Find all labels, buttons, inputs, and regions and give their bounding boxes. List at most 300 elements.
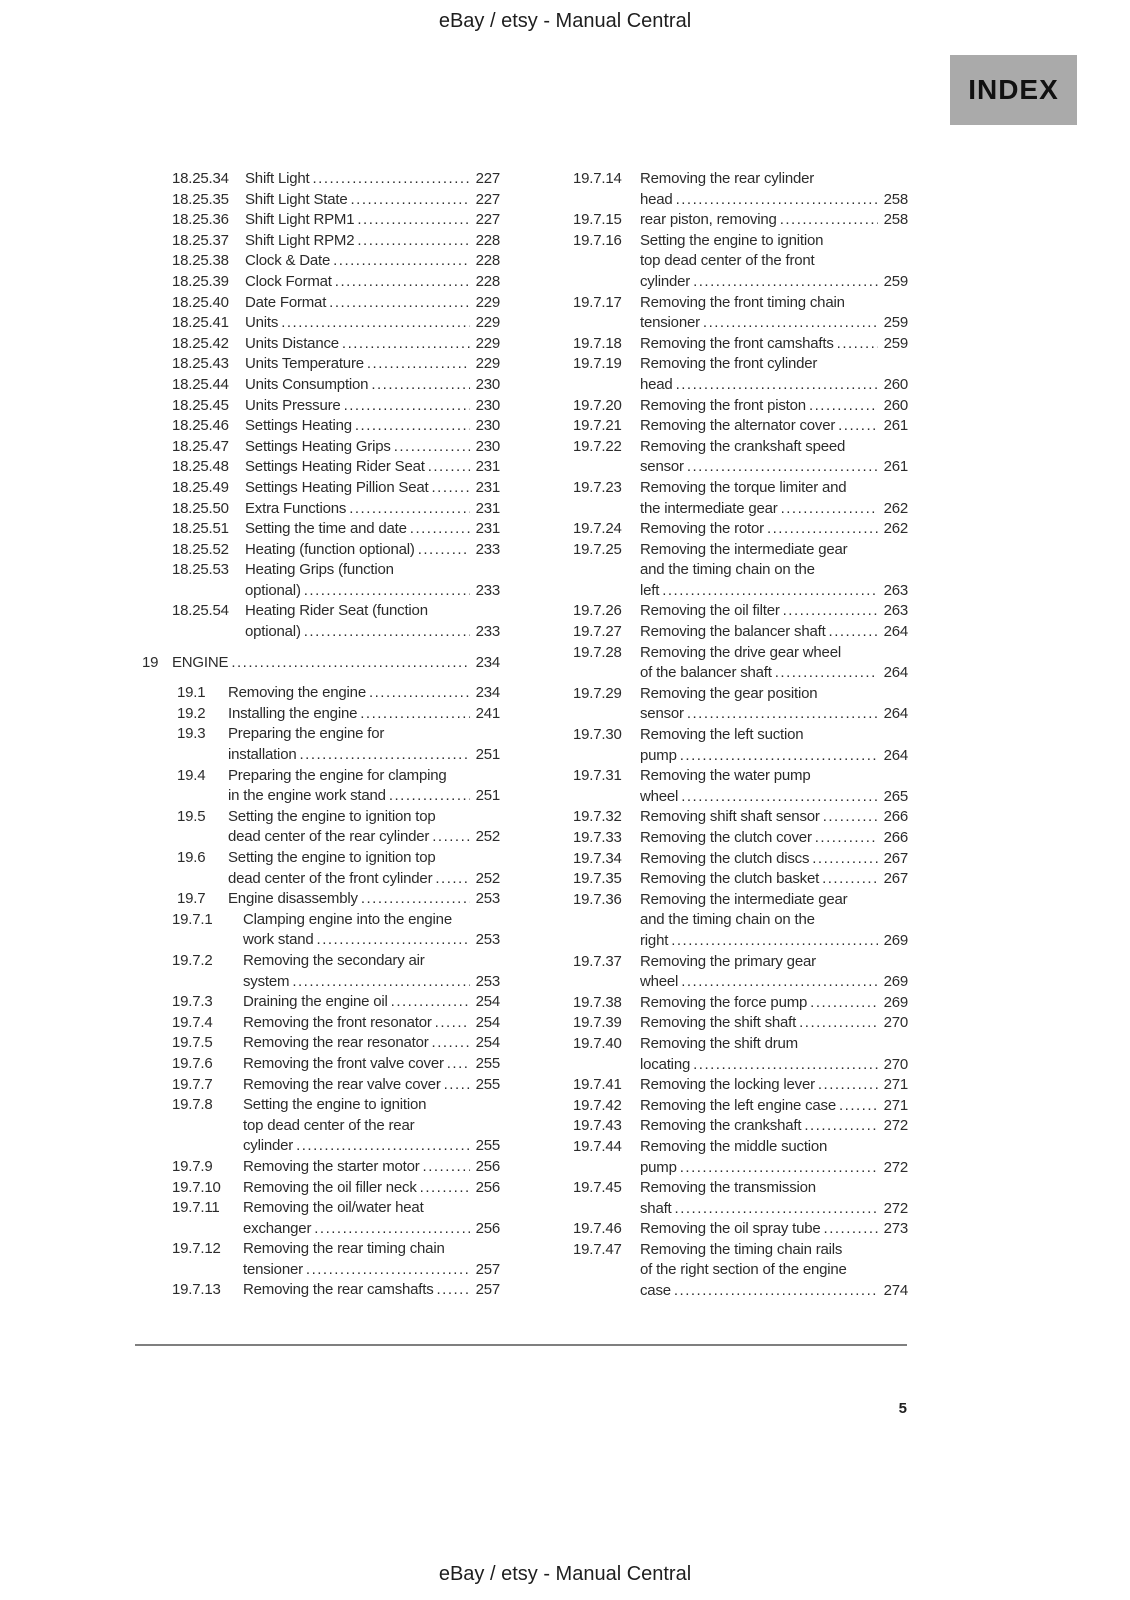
toc-entry-number: 19.7.36 [573, 890, 622, 908]
toc-entry-line: Removing the intermediate gear [640, 540, 848, 558]
toc-entry-last-line [640, 457, 908, 478]
toc-entry-line-text: Shift Light [245, 170, 310, 187]
toc-entry-page-number: 228 [475, 252, 500, 270]
toc-entry-last-line [243, 1178, 500, 1199]
toc-entry-line-text: dead center of the front cylinder [228, 869, 433, 887]
toc-entry [135, 499, 500, 520]
toc-entry-body [245, 437, 500, 458]
toc-entry-page-number: 261 [883, 417, 908, 435]
toc-entry [135, 704, 500, 725]
toc-entry-page-number: 253 [475, 890, 500, 908]
toc-entry-last-line [245, 457, 500, 478]
toc-entry-line-text: Clock & Date [245, 252, 331, 270]
toc-entry-body [640, 993, 908, 1014]
toc-entry-line-text: Heating (function optional) [245, 540, 415, 558]
toc-entry-line-text: tensioner [243, 1260, 303, 1278]
toc-entry-page-number: 234 [475, 684, 500, 702]
dot-leader [783, 601, 878, 622]
toc-entry-body [640, 1137, 908, 1178]
toc-entry-line-text: locating [640, 1055, 691, 1073]
dot-leader [296, 1136, 469, 1157]
toc-entry-body [228, 704, 500, 725]
toc-entry-last-line [245, 499, 500, 520]
toc-entry-number: 19.7.17 [573, 293, 622, 311]
toc-entry-line: and the timing chain on the [640, 911, 815, 929]
dot-leader [775, 663, 878, 684]
toc-entry-body [640, 354, 908, 395]
toc-entry-last-line [228, 869, 500, 890]
dot-leader [693, 272, 877, 293]
toc-entry-last-line [245, 437, 500, 458]
toc-entry-last-line [243, 1280, 500, 1301]
dot-leader [824, 1219, 878, 1240]
toc-entry-line-text: Settings Heating [245, 417, 352, 435]
toc-entry [135, 231, 500, 252]
toc-entry [135, 396, 500, 417]
toc-entry-last-line [245, 375, 500, 396]
toc-entry [135, 1075, 500, 1096]
toc-entry-number: 19.7.40 [573, 1034, 622, 1052]
toc-entry-number: 19.4 [177, 766, 206, 784]
toc-entry-number: 19.7.37 [573, 952, 622, 970]
toc-entry-number: 19.7.22 [573, 437, 622, 455]
toc-entry-line-text: Removing the oil spray tube [640, 1220, 821, 1238]
toc-entry-line-text: rear piston, removing [640, 211, 777, 229]
dot-leader [675, 1199, 878, 1220]
toc-entry-page-number: 267 [883, 849, 908, 867]
toc-entry-last-line [640, 272, 908, 293]
toc-entry-last-line [245, 293, 500, 314]
dot-leader [355, 416, 470, 437]
toc-entry-last-line [245, 334, 500, 355]
toc-entry [563, 890, 908, 952]
toc-entry-last-line [640, 622, 908, 643]
toc-entry-line-text: installation [228, 746, 297, 764]
toc-entry-line-text: head [640, 375, 673, 393]
toc-entry-line-text: Setting the time and date [245, 520, 407, 538]
toc-entry-page-number: 262 [883, 520, 908, 538]
dot-leader [812, 849, 877, 870]
toc-entry-page-number: 270 [883, 1014, 908, 1032]
footer-divider [135, 1344, 907, 1346]
toc-entry-number: 18.25.49 [172, 478, 229, 496]
toc-entry-line-text: sensor [640, 705, 684, 723]
toc-entry-number: 18.25.38 [172, 252, 229, 270]
toc-entry-line: Removing the primary gear [640, 952, 816, 970]
toc-entry-page-number: 255 [475, 1137, 500, 1155]
toc-entry-number: 19.7.42 [573, 1096, 622, 1114]
toc-entry [563, 601, 908, 622]
toc-entry-page-number: 256 [475, 1178, 500, 1196]
toc-entry-body [640, 684, 908, 725]
dot-leader [444, 1075, 470, 1096]
toc-entry-last-line [228, 786, 500, 807]
dot-leader [680, 1158, 878, 1179]
toc-entry-number: 19.7.46 [573, 1220, 622, 1238]
toc-entry-line-text: Removing shift shaft sensor [640, 808, 820, 826]
toc-entry-number: 19.7.16 [573, 231, 622, 249]
toc-entry-number: 18.25.45 [172, 396, 229, 414]
dot-leader [306, 1260, 470, 1281]
toc-entry [135, 1198, 500, 1239]
toc-entry-body [640, 601, 908, 622]
dot-leader [299, 745, 469, 766]
toc-entry-line-text: Removing the front valve cover [243, 1054, 444, 1072]
toc-entry-page-number: 269 [883, 993, 908, 1011]
toc-entry-body [245, 457, 500, 478]
toc-entry-last-line [640, 416, 908, 437]
toc-entry-number: 19.7.10 [172, 1178, 221, 1196]
toc-entry-number: 19.7.43 [573, 1117, 622, 1135]
toc-entry-last-line [243, 1219, 500, 1240]
toc-entry [563, 354, 908, 395]
toc-entry-line-text: Removing the locking lever [640, 1076, 815, 1094]
toc-entry-page-number: 255 [475, 1054, 500, 1072]
toc-entry [563, 622, 908, 643]
toc-entry-line-text: Removing the front piston [640, 396, 806, 414]
toc-entry [135, 724, 500, 765]
toc-entry-line: Removing the rear timing chain [243, 1240, 445, 1258]
dot-leader [822, 869, 877, 890]
toc-entry [135, 1280, 500, 1301]
dot-leader [304, 622, 470, 643]
toc-entry-last-line [640, 1055, 908, 1076]
toc-entry-line: Removing the shift drum [640, 1034, 798, 1052]
toc-entry-line-text: Removing the crankshaft [640, 1117, 802, 1135]
toc-entry-page-number: 254 [475, 1034, 500, 1052]
toc-entry-page-number: 252 [475, 869, 500, 887]
toc-entry [563, 519, 908, 540]
toc-entry-body [640, 622, 908, 643]
toc-entry-page-number: 233 [475, 540, 500, 558]
toc-entry-number: 18.25.34 [172, 170, 229, 187]
toc-entry-number: 18.25.52 [172, 540, 229, 558]
toc-entry-last-line [245, 622, 500, 643]
dot-leader [781, 499, 878, 520]
dot-leader [829, 622, 878, 643]
dot-leader [815, 828, 878, 849]
toc-entry-number: 19.7.1 [172, 910, 213, 928]
toc-entry-page-number: 256 [475, 1219, 500, 1237]
dot-leader [410, 519, 470, 540]
toc-entry-last-line [243, 1054, 500, 1075]
dot-leader [367, 354, 470, 375]
toc-entry-last-line [640, 1075, 908, 1096]
toc-entry-number: 18.25.37 [172, 231, 229, 249]
toc-entry-number: 19.7.4 [172, 1013, 213, 1031]
toc-entry-body [640, 725, 908, 766]
toc-entry-line: of the right section of the engine [640, 1261, 847, 1279]
toc-entry-body [245, 272, 500, 293]
toc-entry-page-number: 267 [883, 870, 908, 888]
toc-entry-body [640, 828, 908, 849]
toc-entry-number: 19.7.41 [573, 1076, 622, 1094]
toc-entry-page-number: 257 [475, 1260, 500, 1278]
toc-entry-line-text: Removing the rear resonator [243, 1034, 429, 1052]
toc-entry-last-line [640, 519, 908, 540]
toc-entry-line: Removing the intermediate gear [640, 890, 848, 908]
toc-entry-line: Setting the engine to ignition top [228, 849, 436, 866]
dot-leader [837, 334, 878, 355]
dot-leader [823, 807, 878, 828]
dot-leader [420, 1178, 470, 1199]
toc-entry [135, 1013, 500, 1034]
toc-entry-number: 19.7.20 [573, 396, 622, 414]
toc-entry [135, 354, 500, 375]
toc-entry-line-text: wheel [640, 787, 679, 805]
toc-entry-line-text: cylinder [243, 1137, 294, 1155]
dot-leader [687, 457, 878, 478]
toc-entry-page-number: 251 [475, 787, 500, 805]
toc-entry-line-text: Engine disassembly [228, 890, 358, 908]
page-number: 5 [898, 1400, 907, 1417]
toc-entry-number: 19.7.28 [573, 643, 622, 661]
toc-entry [135, 1239, 500, 1280]
toc-entry-page-number: 253 [475, 931, 500, 949]
dot-leader [693, 1055, 877, 1076]
dot-leader [329, 293, 469, 314]
toc-entry-last-line [245, 581, 500, 602]
toc-entry-body [640, 478, 908, 519]
toc-entry-body [245, 231, 500, 252]
toc-entry [135, 992, 500, 1013]
toc-entry-line: Heating Rider Seat (function [245, 602, 428, 620]
dot-leader [351, 190, 470, 211]
toc-entry-line-text: Removing the clutch basket [640, 870, 820, 888]
toc-entry-page-number: 269 [883, 973, 908, 991]
toc-entry-body [243, 1239, 500, 1280]
toc-entry-line-text: Removing the clutch cover [640, 829, 812, 846]
toc-entry-number: 19.7.44 [573, 1137, 622, 1155]
toc-entry-body [245, 560, 500, 601]
toc-entry-last-line [228, 827, 500, 848]
toc-entry [563, 416, 908, 437]
toc-entry-line: Removing the secondary air [243, 951, 425, 969]
dot-leader [687, 704, 878, 725]
dot-leader [809, 396, 878, 417]
dot-leader [671, 931, 877, 952]
toc-entry-body [228, 848, 500, 889]
toc-entry-last-line [245, 540, 500, 561]
toc-entry-number: 18.25.54 [172, 602, 229, 620]
dot-leader [431, 478, 469, 499]
toc-entry-line-text: Removing the shift shaft [640, 1014, 797, 1032]
toc-entry-last-line [640, 1096, 908, 1117]
toc-entry-body [640, 334, 908, 355]
toc-entry-last-line [640, 499, 908, 520]
dot-leader [361, 889, 470, 910]
toc-entry-page-number: 229 [475, 355, 500, 373]
toc-entry-page-number: 234 [475, 653, 500, 671]
toc-entry-body [640, 1013, 908, 1034]
toc-entry-body [640, 643, 908, 684]
toc-entry-body [640, 1075, 908, 1096]
toc-entry-body [640, 807, 908, 828]
toc-entry-line: top dead center of the front [640, 252, 815, 270]
toc-entry-page-number: 255 [475, 1075, 500, 1093]
toc-entry-line-text: Removing the force pump [640, 993, 808, 1011]
toc-entry-last-line [172, 653, 500, 674]
dot-leader [292, 972, 469, 993]
dot-leader [333, 251, 469, 272]
toc-entry [563, 210, 908, 231]
toc-entry-line-text: dead center of the rear cylinder [228, 828, 430, 846]
toc-entry-line-text: Extra Functions [245, 499, 347, 517]
toc-entry-last-line [640, 375, 908, 396]
toc-entry-last-line [245, 272, 500, 293]
toc-entry-number: 19.2 [177, 704, 206, 722]
toc-entry-last-line [245, 190, 500, 211]
toc-entry [135, 683, 500, 704]
toc-entry-number: 19 [142, 653, 159, 671]
toc-entry-last-line [640, 581, 908, 602]
toc-entry-last-line [640, 931, 908, 952]
toc-entry [563, 1116, 908, 1137]
toc-entry-body [640, 1034, 908, 1075]
toc-entry-page-number: 270 [883, 1055, 908, 1073]
toc-entry-line: Removing the water pump [640, 767, 811, 785]
toc-entry-page-number: 230 [475, 375, 500, 393]
toc-entry-page-number: 230 [475, 437, 500, 455]
toc-entry-line-text: ENGINE [172, 653, 229, 671]
toc-entry-body [640, 293, 908, 334]
toc-entry [563, 993, 908, 1014]
toc-entry-body [640, 1240, 908, 1302]
toc-entry-line: Removing the front cylinder [640, 355, 818, 373]
toc-entry-body [245, 293, 500, 314]
dot-leader [344, 396, 470, 417]
toc-entry-line-text: Settings Heating Pillion Seat [245, 478, 429, 496]
toc-entry-last-line [245, 251, 500, 272]
toc-entry [135, 251, 500, 272]
toc-entry-body [243, 951, 500, 992]
toc-entry-last-line [243, 930, 500, 951]
toc-entry-page-number: 257 [475, 1281, 500, 1299]
toc-entry [563, 1219, 908, 1240]
index-badge [950, 55, 1077, 125]
toc-entry-page-number: 231 [475, 458, 500, 476]
toc-entry-last-line [640, 313, 908, 334]
toc-entry [135, 1033, 500, 1054]
dot-leader [810, 993, 877, 1014]
toc-entry-number: 19.7.31 [573, 767, 622, 785]
toc-entry [135, 457, 500, 478]
toc-entry-line-text: Date Format [245, 293, 327, 311]
toc-entry [135, 334, 500, 355]
toc-entry-number: 18.25.43 [172, 355, 229, 373]
toc-entry [563, 828, 908, 849]
toc-entry-page-number: 230 [475, 396, 500, 414]
toc-entry-page-number: 228 [475, 231, 500, 249]
toc-entry-line-text: Units Distance [245, 334, 339, 352]
toc-entry-line: Removing the front timing chain [640, 293, 845, 311]
toc-entry-number: 19.1 [177, 684, 206, 702]
toc-entry [135, 437, 500, 458]
toc-entry [135, 951, 500, 992]
toc-entry-page-number: 254 [475, 1013, 500, 1031]
toc-entry-page-number: 263 [883, 602, 908, 620]
toc-entry [135, 540, 500, 561]
toc-entry-body [243, 1198, 500, 1239]
toc-entry-line: Removing the drive gear wheel [640, 643, 841, 661]
toc-entry-body [243, 1054, 500, 1075]
toc-entry [135, 889, 500, 910]
toc-entry-page-number: 233 [475, 581, 500, 599]
toc-entry-body [245, 478, 500, 499]
dot-leader [780, 210, 878, 231]
toc-entry [135, 1157, 500, 1178]
toc-entry-body [245, 251, 500, 272]
toc-entry-last-line [640, 746, 908, 767]
toc-entry [135, 807, 500, 848]
toc-entry-page-number: 227 [475, 211, 500, 229]
toc-entry-line-text: tensioner [640, 314, 700, 332]
toc-entry-body [640, 849, 908, 870]
toc-entry [135, 601, 500, 642]
toc-entry-page-number: 231 [475, 499, 500, 517]
dot-leader [423, 1157, 470, 1178]
toc-entry-number: 19.3 [177, 725, 206, 743]
toc-entry-number: 19.7.21 [573, 417, 622, 435]
toc-entry-body [245, 396, 500, 417]
toc-entry-body [243, 1157, 500, 1178]
toc-entry-number: 18.25.51 [172, 520, 229, 538]
dot-leader [839, 1096, 878, 1117]
toc-entry-body [640, 169, 908, 210]
footer-title: eBay / etsy - Manual Central [438, 1563, 692, 1585]
toc-entry-page-number: 231 [475, 520, 500, 538]
dot-leader [360, 704, 469, 725]
toc-entry-body [228, 724, 500, 765]
toc-entry-number: 19.7.14 [573, 170, 622, 187]
toc-entry-number: 19.7.34 [573, 849, 622, 867]
toc-entry-line-text: Removing the oil filter [640, 602, 780, 620]
toc-entry [563, 1178, 908, 1219]
toc-entry-line-text: system [243, 972, 290, 990]
toc-entry [135, 169, 500, 190]
toc-entry-body [640, 396, 908, 417]
toc-entry-line: top dead center of the rear [243, 1116, 415, 1134]
toc-entry-line: Clamping engine into the engine [243, 910, 452, 928]
toc-entry-page-number: 229 [475, 334, 500, 352]
toc-entry-last-line [245, 210, 500, 231]
toc-entry-number: 19.7.3 [172, 993, 213, 1011]
toc-entry-number: 18.25.53 [172, 561, 229, 579]
toc-entry [563, 725, 908, 766]
dot-leader [767, 519, 878, 540]
toc-entry-last-line [640, 190, 908, 211]
toc-entry-last-line [243, 1157, 500, 1178]
toc-entry-page-number: 265 [883, 787, 908, 805]
toc-entry-last-line [640, 663, 908, 684]
toc-entry-line: Removing the crankshaft speed [640, 437, 846, 455]
toc-entry [563, 231, 908, 293]
toc-entry [135, 313, 500, 334]
toc-entry [135, 375, 500, 396]
toc-entry-number: 19.7.32 [573, 808, 622, 826]
toc-entry-line: Removing the gear position [640, 684, 818, 702]
toc-entry-number: 19.7.30 [573, 726, 622, 744]
toc-entry-number: 19.7.5 [172, 1034, 213, 1052]
toc-entry-number: 18.25.50 [172, 499, 229, 517]
dot-leader [435, 869, 469, 890]
toc-entry [563, 643, 908, 684]
dot-leader [357, 231, 469, 252]
toc-entry-page-number: 264 [883, 664, 908, 682]
dot-leader [313, 169, 470, 190]
toc-entry [563, 169, 908, 210]
toc-entry-last-line [640, 972, 908, 993]
